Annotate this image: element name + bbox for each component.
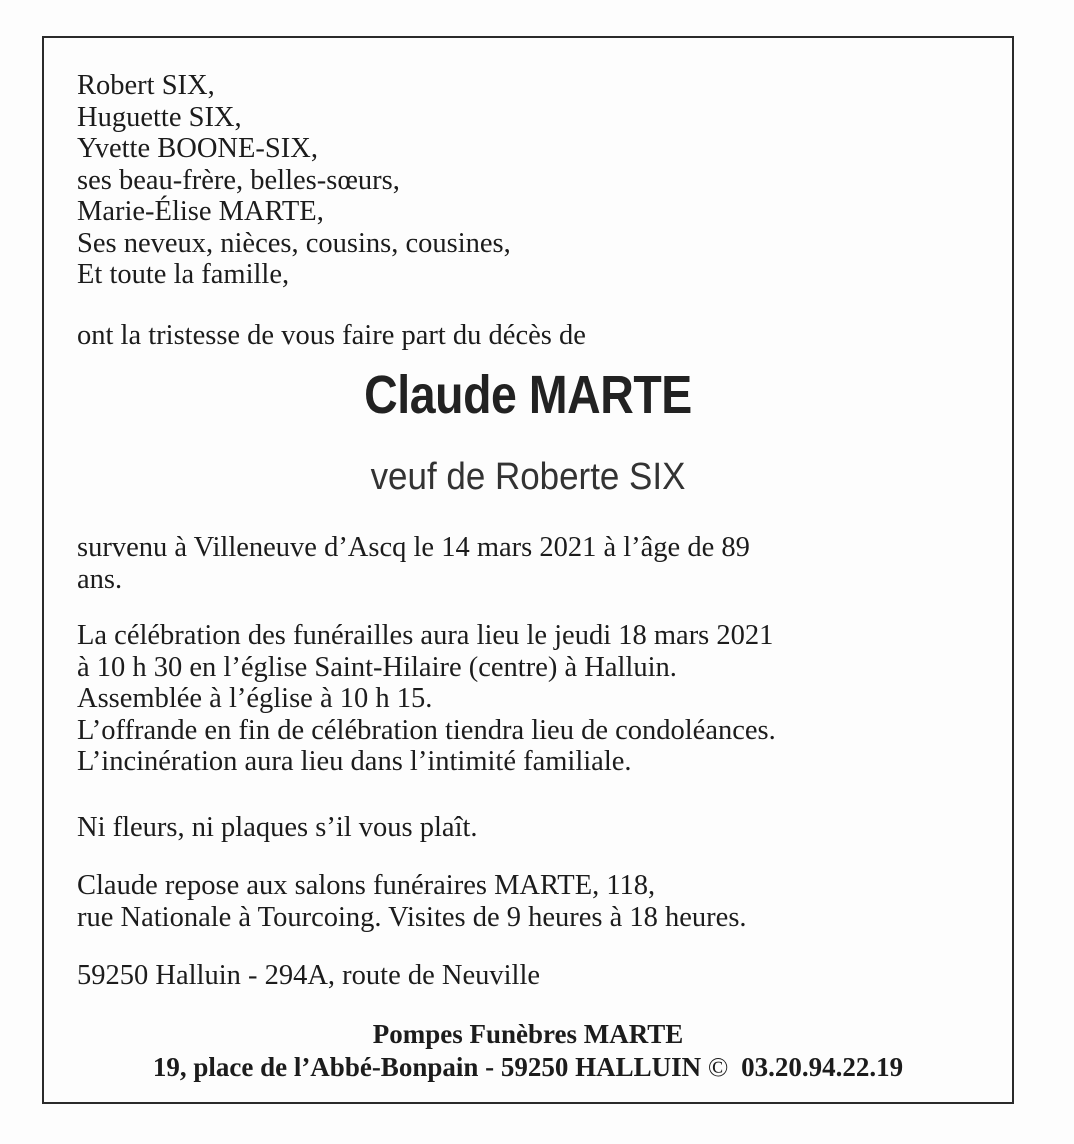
- funeral-home-address: 19, place de l’Abbé-Bonpain - 59250 HALLUIN: [152, 1052, 702, 1082]
- ceremony-line: L’offrande en fin de célébration tiendra lieu de condoléances.: [77, 714, 776, 746]
- death-info-line: ans.: [77, 563, 123, 595]
- family-line: ses beau-frère, belles-sœurs,: [77, 164, 400, 196]
- deceased-name: Claude MARTE: [364, 365, 692, 425]
- funeral-home-block: [42, 1018, 1014, 1084]
- family-line: Et toute la famille,: [77, 259, 290, 290]
- rest-line: rue Nationale à Tourcoing. Visites de 9 heures à 18 heures.: [77, 901, 747, 933]
- funeral-home-contact: [42, 1051, 1014, 1084]
- ceremony-line: à 10 h 30 en l’église Saint-Hilaire (centre) à Halluin.: [77, 651, 677, 683]
- rest-info: [77, 870, 987, 933]
- family-line: Marie-Élise MARTE,: [77, 196, 324, 227]
- rest-line: Claude repose aux salons funéraires MARTE, 118,: [77, 870, 656, 901]
- ceremony-details: [77, 620, 987, 778]
- address: 59250 Halluin - 294A, route de Neuville: [77, 960, 541, 991]
- family-line: Ses neveux, nièces, cousins, cousines,: [77, 227, 511, 259]
- funeral-home-name: Pompes Funèbres MARTE: [372, 1019, 684, 1049]
- family-line: Robert SIX,: [77, 70, 215, 101]
- family-line: Yvette BOONE-SIX,: [77, 133, 318, 164]
- family-line: Huguette SIX,: [77, 101, 242, 133]
- phone-icon: ©: [707, 1052, 729, 1082]
- death-info-line: survenu à Villeneuve d’Ascq le 14 mars 2021 à l’âge de 89: [77, 532, 750, 563]
- ceremony-line: La célébration des funérailles aura lieu le jeudi 18 mars 2021: [77, 620, 774, 651]
- flowers-note: Ni fleurs, ni plaques s’il vous plaît.: [77, 812, 478, 843]
- family-list: [77, 70, 987, 291]
- ceremony-line: L’incinération aura lieu dans l’intimité familiale.: [77, 746, 632, 777]
- deceased-subtitle: veuf de Roberte SIX: [370, 456, 686, 498]
- funeral-home-phone: 03.20.94.22.19: [741, 1052, 904, 1082]
- death-info: [77, 532, 987, 595]
- ceremony-line: Assemblée à l’église à 10 h 15.: [77, 683, 433, 714]
- announcement: ont la tristesse de vous faire part du décès de: [77, 320, 586, 351]
